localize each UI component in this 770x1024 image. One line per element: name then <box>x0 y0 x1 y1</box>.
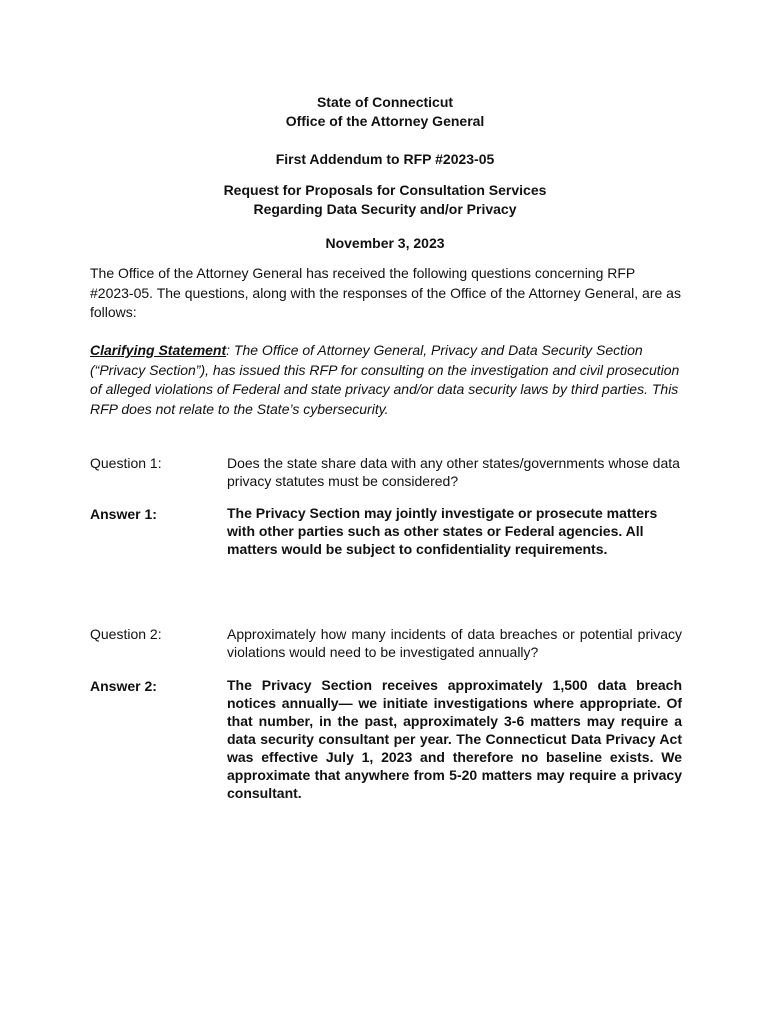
header-state: State of Connecticut <box>316 94 454 110</box>
rfp-title-line2: Regarding Data Security and/or Privacy <box>253 201 517 217</box>
rfp-title-line1: Request for Proposals for Consultation Services <box>223 182 547 198</box>
intro-paragraph: The Office of the Attorney General has received the following questions concerning RFP #2023-05. The questions, along with the responses of the Office of the Attorney General, are as follows: <box>90 265 681 320</box>
answer-2-label: Answer 2: <box>90 678 157 694</box>
question-2-label: Question 2: <box>90 626 162 642</box>
header-office: Office of the Attorney General <box>285 113 485 129</box>
clarifying-label: Clarifying Statement <box>90 342 227 358</box>
question-1-text: Does the state share data with any other states/governments whose data privacy statutes must be considered? <box>227 455 680 489</box>
document-date: November 3, 2023 <box>325 235 445 251</box>
question-1-label: Question 1: <box>90 455 162 471</box>
addendum-title: First Addendum to RFP #2023-05 <box>275 151 495 167</box>
answer-1-label: Answer 1: <box>90 506 157 522</box>
answer-2-text: The Privacy Section receives approximately 1,500 data breach notices annually— we initiate investigations where appropriate. Of that number, in the past, approximately 3-6 matters may require a data security consultant per year. The Connecticut Data Privacy Act was effective July 1, 2023 and therefore no baseline exists. We approximate that anywhere from 5-20 matters may require a privacy consultant. <box>227 677 682 801</box>
clarifying-statement <box>90 341 682 419</box>
answer-1-text: The Privacy Section may jointly investigate or prosecute matters with other parties such as other states or Federal agencies. All matters would be subject to confidentiality requirements. <box>227 505 658 557</box>
question-2-text: Approximately how many incidents of data breaches or potential privacy violations would need to be investigated annually? <box>227 626 682 660</box>
clarifying-text: : The Office of Attorney General, Privacy and Data Security Section (“Privacy Section”), has issued this RFP for consulting on the investigation and civil prosecution of alleged violations of Federal and state privacy and/or data security laws by third parties. This RFP does not relate to the State’s cybersecurity. <box>90 342 680 417</box>
